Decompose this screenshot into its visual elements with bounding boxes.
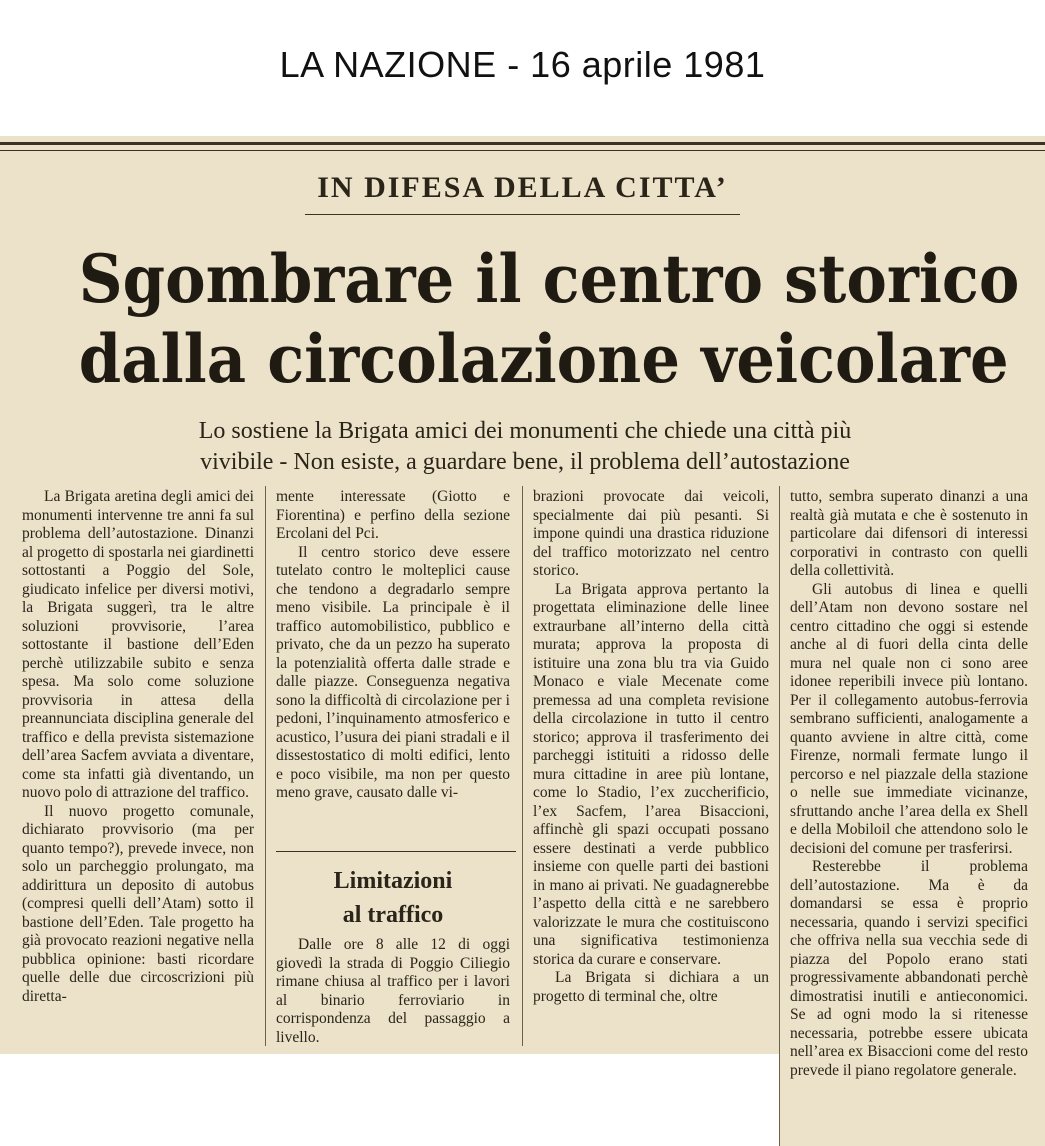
kicker-underline: [305, 214, 740, 215]
box-title-line-2: al traffico: [342, 902, 444, 928]
article-column-3: [533, 488, 769, 1006]
top-rule: [0, 142, 1045, 145]
box-body: [276, 936, 510, 1047]
headline-line-2: dalla circolazione veicolare: [78, 320, 1009, 398]
paragraph: Gli autobus di linea e quelli dell’Atam non devono sostare nel centro cittadino che oggi si estende anche al di fuori della cinta delle mura nel quale non ci sono aree idonee reperibili invece più lontano. Per il collegamento autobus-ferrovia sembrano sufficienti, analogamente a quanto avviene in altre città, come Firenze, normali fermate lungo il percorso e nel piazzale della stazione o nelle sue immediate vicinanze, sfruttando anche l’area della ex Shell e della Mobiloil che attendono solo le decisioni del comune per trasferirsi.: [790, 580, 1028, 857]
page-title: LA NAZIONE - 16 aprile 1981: [279, 44, 766, 85]
paragraph: tutto, sembra superato dinanzi a una realtà già mutata e che è sostenuto in particolare dai difensori di interessi corporativi in contrasto con quelli della collettività.: [790, 488, 1028, 579]
paragraph: Dalle ore 8 alle 12 di oggi giovedì la strada di Poggio Ciliegio rimane chiusa al traffico per i lavori al binario ferroviario in corrispondenza del passaggio a livello.: [276, 936, 510, 1046]
column-divider-1: [265, 486, 266, 1046]
article-kicker: IN DIFESA DELLA CITTA’: [317, 171, 728, 204]
paragraph: Resterebbe il problema dell’autostazione. Ma è da domandarsi se essa è proprio necessaria, quando i servizi specifici che offriva nella sua vecchia sede di piazza del Popolo erano stati progressivamente abbandonati perchè dimostratisi inutili e antieconomici. Se ad ogni modo la si ritenesse necessaria, potrebbe essere ubicata nell’area ex Bisaccioni come del resto prevede il piano regolatore generale.: [790, 858, 1028, 1079]
column-divider-2: [522, 486, 523, 1046]
paragraph: La Brigata si dichiara a un progetto di terminal che, oltre: [533, 969, 769, 1005]
headline-line-1: Sgombrare il centro storico: [78, 240, 1020, 318]
paragraph: Il centro storico deve essere tutelato contro le molteplici cause che tendono a degradarlo sempre meno visibile. La principale è il traffico automobilistico, pubblico e privato, che da un pezzo ha superato la potenzialità offerta dalle strade e dalle piazze. Conseguenza negativa sono la difficoltà di circolazione per i pedoni, l’inquinamento atmosferico e acustico, l’usura dei piani stradali e il dissestostatico di molti edifici, lento e poco visibile, ma non per questo meno grave, causato dalle vi-: [276, 543, 510, 801]
column-divider-3: [779, 486, 780, 1146]
paragraph: Il nuovo progetto comunale, dichiarato provvisorio (ma per quanto tempo?), prevede invece, non solo un parcheggio prolungato, ma addirittura un deposito di autobus (compresi quelli dell’Atam) sotto il bastione dell’Eden. Tale progetto ha già provocato reazioni negative nella pubblica opinione: basti ricordare quelle delle due circoscrizioni più diretta-: [22, 802, 254, 1005]
subheading-line-2: vivibile - Non esiste, a guardare bene, il problema dell’autostazione: [200, 449, 850, 475]
paragraph: brazioni provocate dai veicoli, specialmente dai più pesanti. Si impone quindi una drastica riduzione del traffico motorizzato nel centro storico.: [533, 488, 769, 579]
article-column-1: [22, 488, 254, 1006]
newspaper-clipping: [0, 136, 1045, 1146]
paragraph: La Brigata aretina degli amici dei monumenti intervenne tre anni fa sul problema dell’autostazione. Dinanzi al progetto di spostarla nei giardinetti sottostanti a Poggio del Sole, giudicato infelice per diversi motivi, la Brigata suggerì, tra le altre soluzioni provvisorie, l’area sottostante il bastione dell’Eden perchè utilizzabile subito e senza spesa. Ma solo come soluzione provvisoria in attesa della preannunciata disciplina generale del traffico e della prevista sistemazione dell’area Sacfem avviata a diventare, come sta infatti già diventando, un nuovo polo di attrazione del traffico.: [22, 488, 255, 801]
box-rule: [276, 851, 516, 852]
paragraph: mente interessate (Giotto e Fiorentina) e perfino della sezione Ercolani del Pci.: [276, 488, 510, 542]
article-column-2: [276, 488, 510, 803]
subheading-line-1: Lo sostiene la Brigata amici dei monumenti che chiede una città più: [198, 418, 852, 444]
box-title-line-1: Limitazioni: [333, 868, 453, 894]
page-margin: [0, 1054, 780, 1146]
paragraph: La Brigata approva pertanto la progettata eliminazione delle linee extraurbane all’interno della città murata; approva la proposta di istituire una zona blu tra via Guido Monaco e viale Mecenate come premessa ad una completa revisione della circolazione in tutto il centro storico; approva il trasferimento dei parcheggi istituiti a ridosso delle mura cittadine in aree più lontane, come lo Stadio, l’ex zuccherificio, l’ex Sacfem, l’area Bisaccioni, affinchè gli spazi occupati possano essere destinati a verde pubblico insieme con quelle parti dei bastioni in mano ai privati. Ne guadagnerebbe l’aspetto della città e ne sarebbero valorizzate le mura che costituiscono una significativa testimonienza storica da curare e conservare.: [533, 580, 769, 968]
article-column-4: [790, 488, 1028, 1080]
top-rule-thin: [0, 150, 1045, 151]
